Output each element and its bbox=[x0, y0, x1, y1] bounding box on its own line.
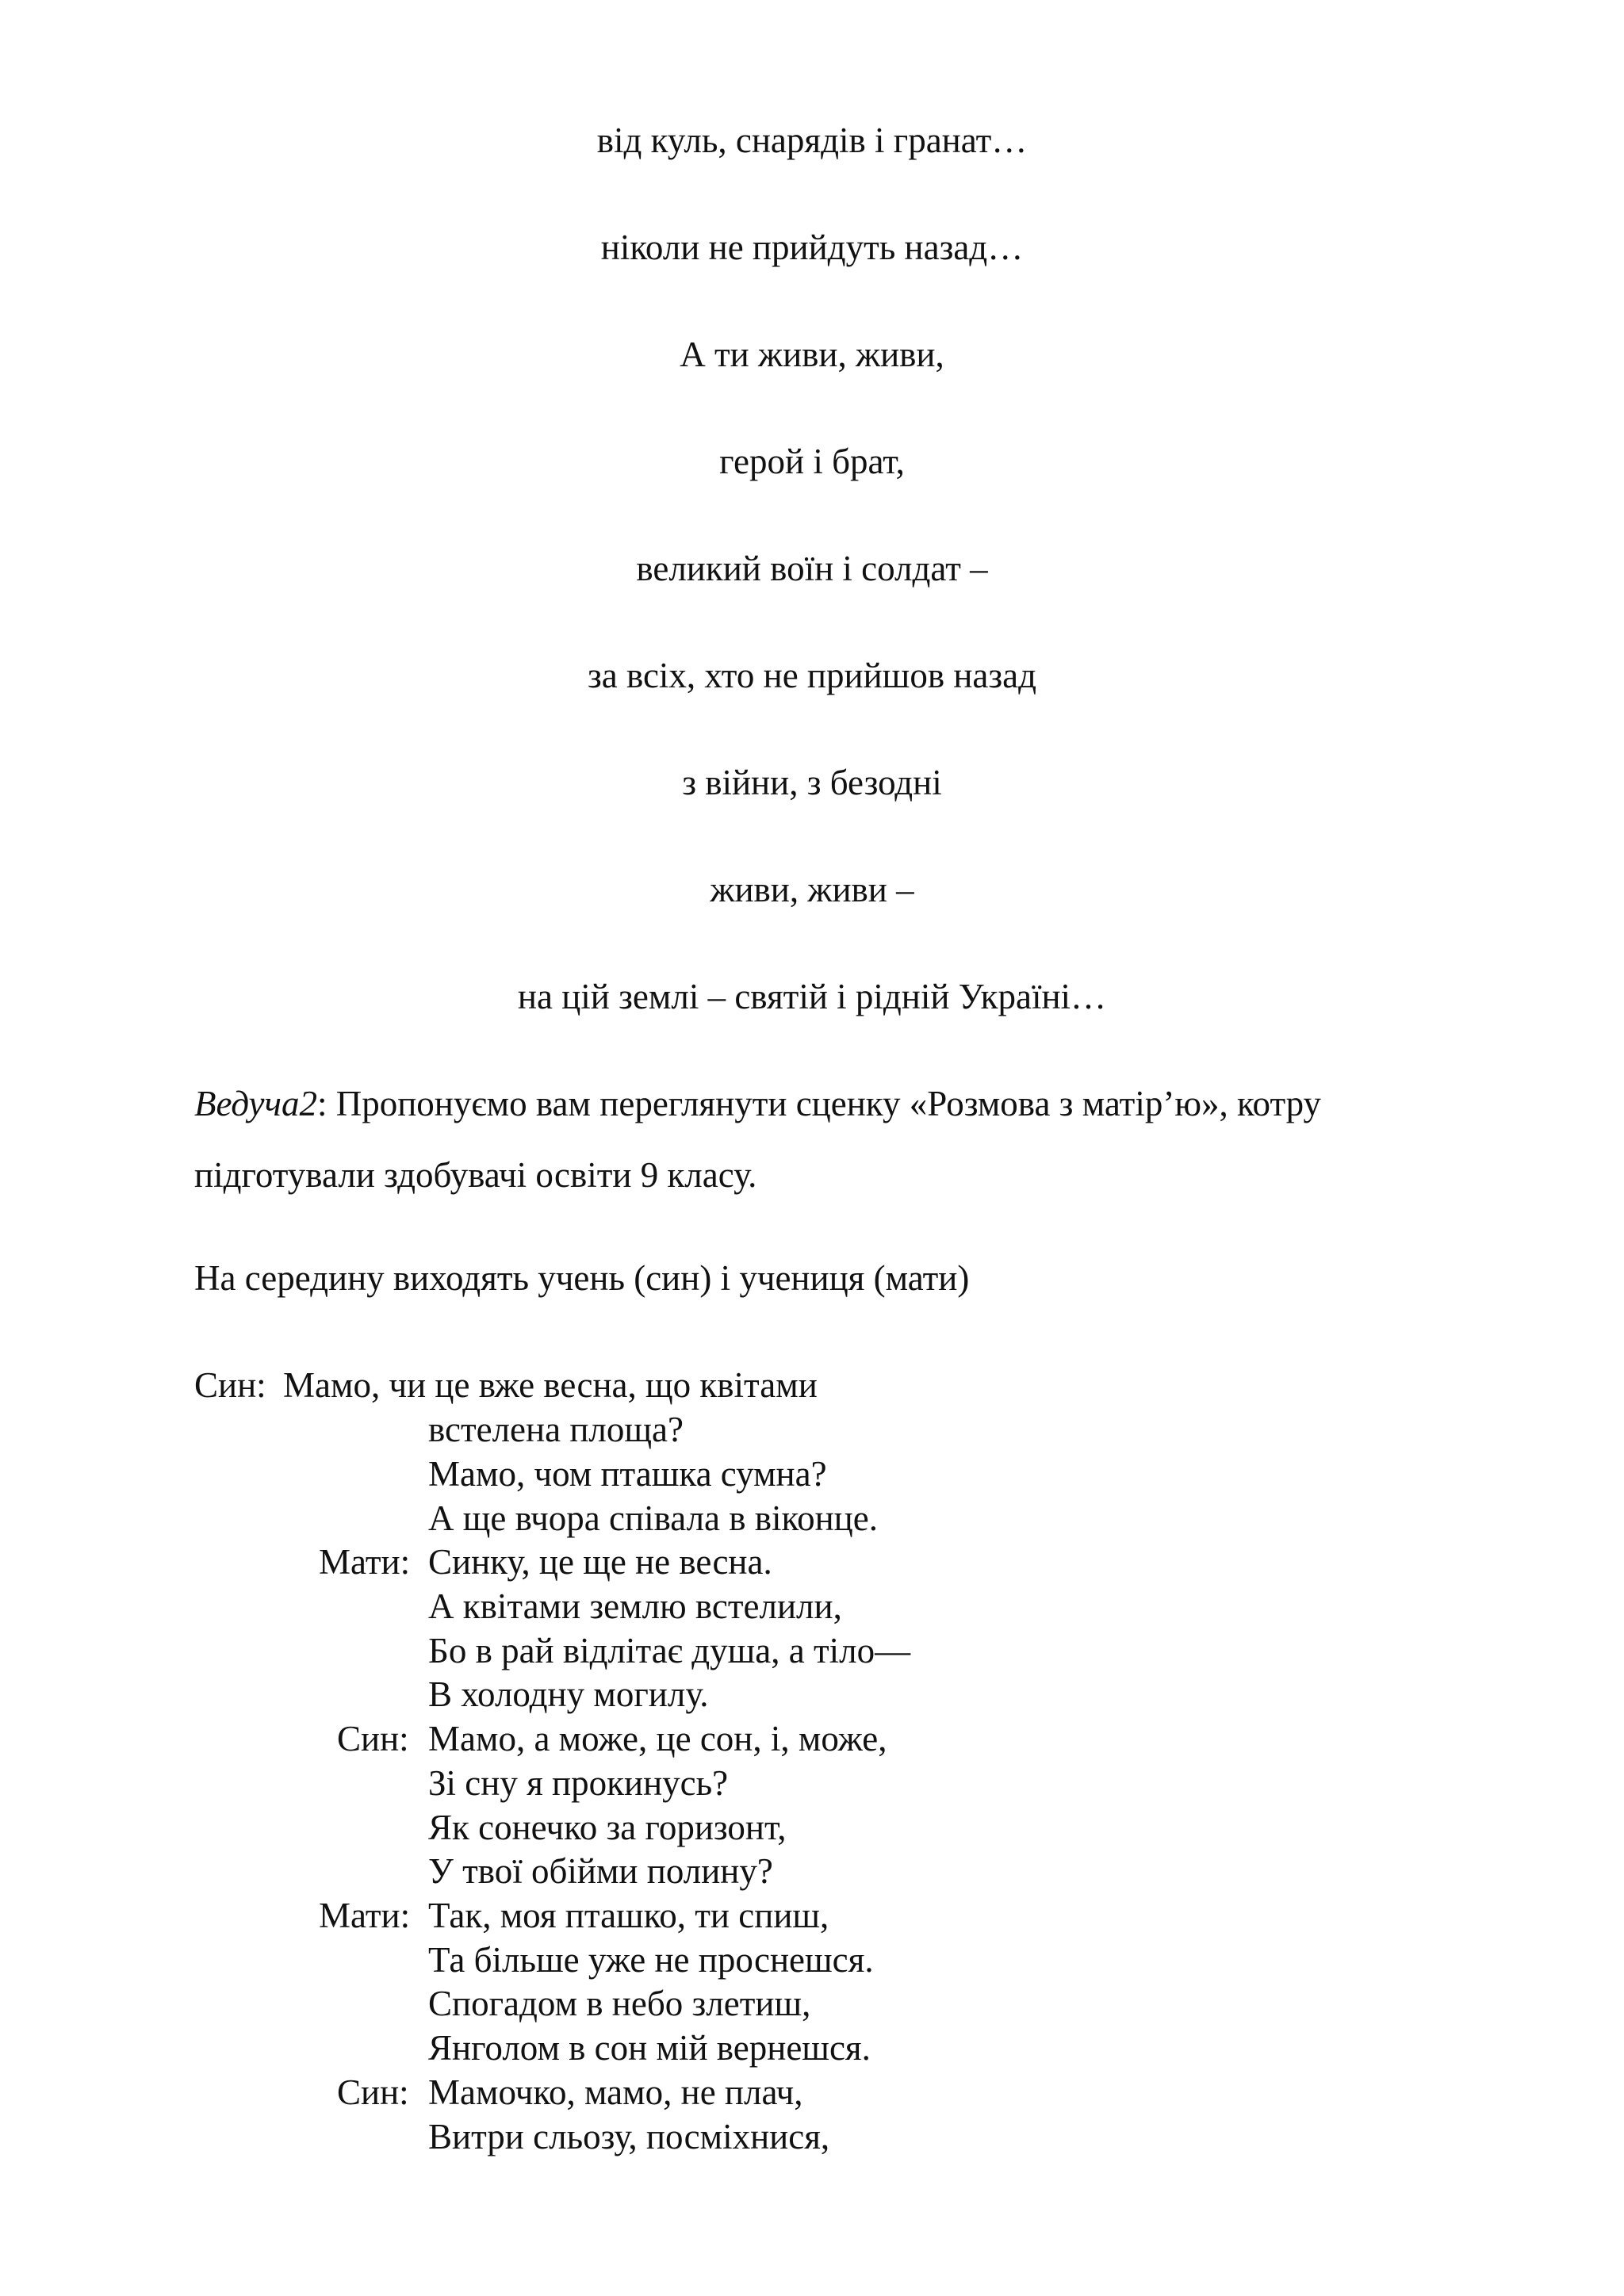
dialogue-line: Мамочко, мамо, не плач, bbox=[428, 2072, 803, 2112]
dialogue-line: Так, моя пташко, ти спиш, bbox=[428, 1896, 829, 1935]
poem-line: герой і брат, bbox=[719, 442, 905, 481]
poem-line: за всіх, хто не прийшов назад bbox=[587, 656, 1037, 695]
dialogue-line: Мамо, а може, це сон, і, може, bbox=[428, 1719, 887, 1758]
dialogue-line: Спогадом в небо злетиш, bbox=[428, 1984, 811, 2023]
dialogue-line: Синку, це ще не весна. bbox=[428, 1542, 772, 1582]
stage-direction: На середину виходять учень (син) і учениця (мати) bbox=[194, 1258, 970, 1298]
poem-line: ніколи не прийдуть назад… bbox=[600, 228, 1024, 267]
narration-line bbox=[194, 1082, 1321, 1125]
dialogue-line: Зі сну я прокинусь? bbox=[428, 1763, 729, 1803]
poem-line: від куль, снарядів і гранат… bbox=[596, 121, 1028, 160]
speaker-label: Син: bbox=[337, 2072, 409, 2112]
narration-text: : Пропонуємо вам переглянути сценку «Розмова з матір’ю», котру bbox=[316, 1084, 1322, 1123]
dialogue-line: встелена площа? bbox=[428, 1410, 684, 1449]
dialogue-line: У твої обійми полину? bbox=[428, 1851, 773, 1891]
poem-line: живи, живи – bbox=[710, 870, 914, 909]
dialogue-line: Янголом в сон мій вернешся. bbox=[428, 2028, 871, 2068]
dialogue-line: Як сонечко за горизонт, bbox=[428, 1808, 787, 1847]
poem-line: на цій землі – святій і рідній Україні… bbox=[517, 977, 1107, 1016]
poem-line: великий воїн і солдат – bbox=[636, 549, 988, 588]
dialogue-line: В холодну могилу. bbox=[428, 1674, 709, 1714]
speaker-label: Син: bbox=[194, 1365, 266, 1405]
dialogue-line: Мамо, чи це вже весна, що квітами bbox=[283, 1365, 818, 1405]
dialogue-line: А квітами землю встелили, bbox=[428, 1586, 842, 1626]
speaker-label: Мати: bbox=[319, 1896, 411, 1935]
dialogue-line: Витри сльозу, посміхнися, bbox=[428, 2117, 830, 2156]
speaker-name: Ведуча2 bbox=[194, 1084, 317, 1123]
dialogue-line: Бо в рай відлітає душа, а тіло— bbox=[428, 1631, 911, 1670]
dialogue-line: Мамо, чом пташка сумна? bbox=[428, 1454, 827, 1494]
dialogue-line: Та більше уже не проснешся. bbox=[428, 1940, 874, 1980]
speaker-label: Мати: bbox=[319, 1542, 411, 1582]
poem-line: з війни, з безодні bbox=[682, 763, 942, 802]
dialogue-line: А ще вчора співала в віконце. bbox=[428, 1498, 878, 1538]
narration-line: підготували здобувачі освіти 9 класу. bbox=[194, 1155, 757, 1195]
speaker-label: Син: bbox=[337, 1719, 409, 1758]
poem-line: А ти живи, живи, bbox=[680, 335, 944, 374]
